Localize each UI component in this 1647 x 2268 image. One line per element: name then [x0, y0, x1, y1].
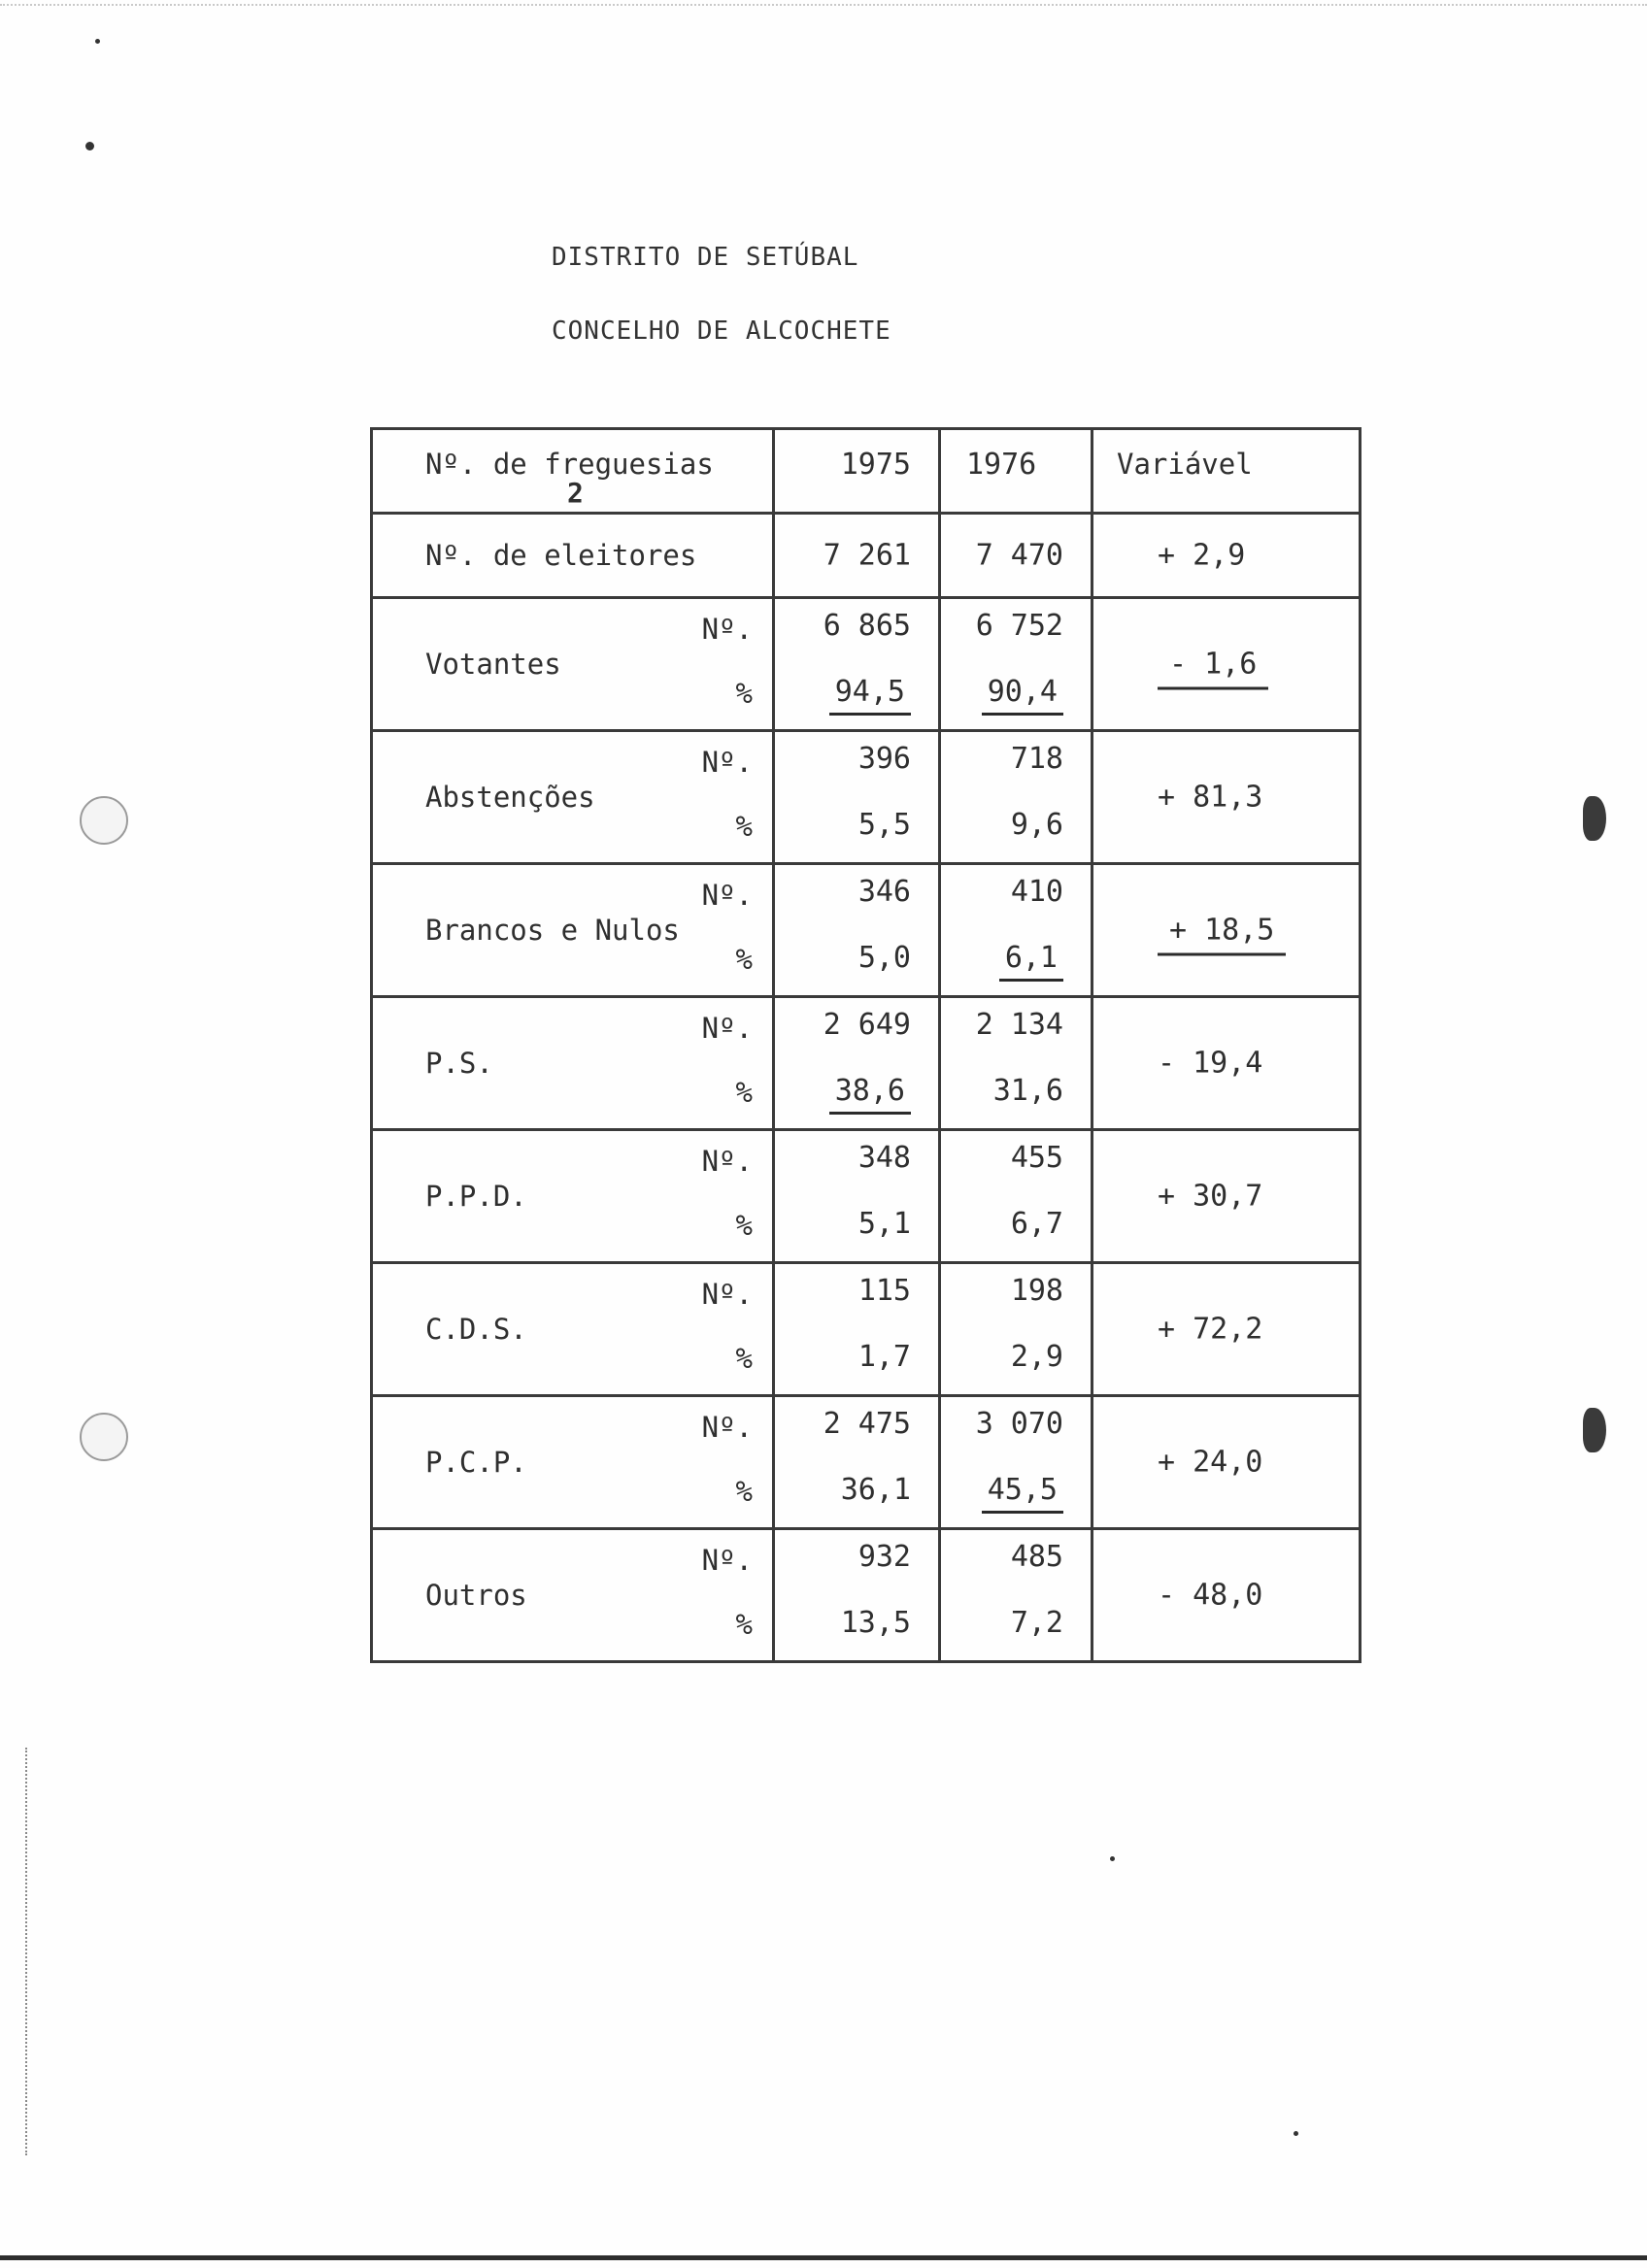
result-label-cell [372, 598, 774, 731]
page-left-edge [25, 1748, 27, 2155]
result-number-1976: 6 752 [975, 609, 1063, 643]
result-percent-1975 [858, 808, 911, 842]
result-variation-text: + 24,0 [1158, 1445, 1263, 1480]
result-variation [1158, 781, 1262, 815]
result-var-cell [1092, 598, 1361, 731]
result-number-1975: 115 [857, 1274, 911, 1308]
result-variation [1158, 1446, 1262, 1480]
unit-percent: % [735, 1475, 753, 1508]
result-label: P.C.P. [425, 1446, 527, 1479]
result-y2-cell [940, 1130, 1092, 1263]
result-var-cell [1092, 1130, 1361, 1263]
unit-percent: % [735, 1076, 753, 1109]
result-y1-cell [774, 731, 940, 864]
result-percent-1975 [829, 675, 911, 709]
result-percent-1976 [1011, 1606, 1063, 1640]
result-variation [1158, 1313, 1262, 1347]
result-percent-1975 [858, 1207, 911, 1241]
result-y2-cell [940, 731, 1092, 864]
result-row [372, 1529, 1361, 1662]
result-percent-1976 [982, 1473, 1063, 1507]
result-percent-1975-text: 5,5 [857, 808, 911, 842]
unit-number: Nº. [701, 879, 753, 912]
district-title: DISTRITO DE SETÚBAL [552, 243, 859, 272]
speck [1294, 2131, 1298, 2136]
table-header-row [372, 429, 1361, 514]
result-number-1976: 718 [1010, 742, 1063, 776]
result-var-cell [1092, 997, 1361, 1130]
result-label: Brancos e Nulos [425, 914, 680, 947]
result-y2-cell [940, 598, 1092, 731]
speck [1110, 1856, 1115, 1861]
voters-y2: 7 470 [975, 538, 1063, 573]
result-y1-cell [774, 1396, 940, 1529]
unit-number: Nº. [701, 1544, 753, 1577]
voters-label: Nº. de eleitores [425, 539, 697, 572]
result-percent-1975 [858, 941, 911, 975]
result-percent-1976 [993, 1074, 1063, 1108]
result-label-cell [372, 1529, 774, 1662]
unit-number: Nº. [701, 1012, 753, 1045]
header-parishes-cell [372, 429, 774, 514]
result-variation [1158, 1579, 1262, 1613]
result-row [372, 598, 1361, 731]
result-percent-1976-text: 7,2 [1010, 1606, 1063, 1640]
result-percent-1975 [841, 1606, 911, 1640]
result-number-1975: 932 [857, 1540, 911, 1574]
result-y2-cell [940, 1396, 1092, 1529]
result-row [372, 1263, 1361, 1396]
result-row [372, 864, 1361, 997]
result-number-1975: 6 865 [823, 609, 911, 643]
voters-var: + 2,9 [1158, 538, 1246, 573]
council-title: CONCELHO DE ALCOCHETE [552, 317, 891, 346]
result-variation [1158, 648, 1268, 682]
result-y2-cell [940, 1263, 1092, 1396]
scan-mark-upper [1583, 796, 1606, 841]
result-percent-1975-text: 5,1 [857, 1207, 911, 1241]
result-variation [1158, 1180, 1262, 1214]
result-percent-1976 [1011, 1207, 1063, 1241]
result-y1-cell [774, 997, 940, 1130]
unit-number: Nº. [701, 746, 753, 779]
result-percent-1975 [858, 1340, 911, 1374]
result-percent-1976 [999, 941, 1063, 975]
result-variation-text: - 1,6 [1158, 648, 1268, 690]
result-number-1975: 396 [857, 742, 911, 776]
result-percent-1976-text: 9,6 [1010, 808, 1063, 842]
result-variation [1158, 1047, 1262, 1081]
year-2-label: 1976 [966, 448, 1037, 482]
parishes-label: Nº. de freguesias [425, 448, 714, 481]
result-label: Outros [425, 1579, 527, 1612]
result-percent-1976-text: 6,1 [999, 941, 1063, 982]
result-label-cell [372, 1263, 774, 1396]
result-percent-1976 [1011, 808, 1063, 842]
result-percent-1975-text: 36,1 [840, 1473, 911, 1507]
result-variation-text: + 30,7 [1158, 1179, 1263, 1214]
unit-number: Nº. [701, 1278, 753, 1311]
result-percent-1975 [829, 1074, 911, 1108]
result-variation-text: + 18,5 [1158, 914, 1286, 956]
result-y1-cell [774, 1130, 940, 1263]
page-bottom-edge [0, 2255, 1647, 2260]
result-y1-cell [774, 598, 940, 731]
result-label: P.P.D. [425, 1180, 527, 1213]
unit-percent: % [735, 677, 753, 710]
result-percent-1975-text: 94,5 [829, 675, 911, 716]
unit-number: Nº. [701, 1411, 753, 1444]
result-var-cell [1092, 1529, 1361, 1662]
unit-percent: % [735, 943, 753, 976]
result-percent-1976-text: 90,4 [982, 675, 1063, 716]
result-number-1975: 2 475 [823, 1407, 911, 1441]
result-percent-1976-text: 2,9 [1010, 1340, 1063, 1374]
result-var-cell [1092, 1263, 1361, 1396]
speck [95, 39, 100, 44]
voters-registered-row [372, 514, 1361, 598]
result-label-cell [372, 731, 774, 864]
result-label: P.S. [425, 1047, 493, 1080]
result-number-1975: 346 [857, 875, 911, 909]
result-row [372, 997, 1361, 1130]
variation-label: Variável [1117, 448, 1253, 481]
result-label-cell [372, 1396, 774, 1529]
voters-y2-cell [940, 514, 1092, 598]
result-percent-1976 [982, 675, 1063, 709]
punch-hole-upper [80, 796, 128, 845]
result-number-1976: 410 [1010, 875, 1063, 909]
result-variation-text: + 72,2 [1158, 1312, 1263, 1347]
voters-y1: 7 261 [823, 538, 911, 573]
unit-percent: % [735, 1342, 753, 1375]
result-y1-cell [774, 864, 940, 997]
result-y2-cell [940, 864, 1092, 997]
result-percent-1975-text: 38,6 [829, 1074, 911, 1115]
result-percent-1975 [841, 1473, 911, 1507]
result-y2-cell [940, 1529, 1092, 1662]
parishes-count: 2 [567, 477, 584, 509]
result-number-1975: 348 [857, 1141, 911, 1175]
result-number-1976: 198 [1010, 1274, 1063, 1308]
result-percent-1976-text: 45,5 [982, 1473, 1063, 1514]
result-label: C.D.S. [425, 1313, 527, 1346]
result-percent-1975-text: 1,7 [857, 1340, 911, 1374]
result-label-cell [372, 864, 774, 997]
voters-var-cell [1092, 514, 1361, 598]
header-year-1-cell [774, 429, 940, 514]
result-var-cell [1092, 731, 1361, 864]
result-variation-text: + 81,3 [1158, 780, 1263, 815]
result-label-cell [372, 997, 774, 1130]
page-top-edge [0, 4, 1647, 6]
scan-mark-lower [1583, 1408, 1606, 1452]
result-y2-cell [940, 997, 1092, 1130]
result-label-cell [372, 1130, 774, 1263]
election-results-table [370, 427, 1361, 1663]
result-percent-1975-text: 5,0 [857, 941, 911, 975]
unit-percent: % [735, 1209, 753, 1242]
result-variation [1158, 914, 1286, 948]
result-percent-1976-text: 31,6 [992, 1074, 1063, 1108]
voters-y1-cell [774, 514, 940, 598]
result-row [372, 1130, 1361, 1263]
header-variation-cell [1092, 429, 1361, 514]
result-number-1976: 455 [1010, 1141, 1063, 1175]
result-number-1976: 2 134 [975, 1008, 1063, 1042]
result-number-1976: 3 070 [975, 1407, 1063, 1441]
speck [85, 142, 94, 150]
unit-percent: % [735, 810, 753, 843]
result-label: Abstenções [425, 781, 595, 814]
header-year-2-cell [940, 429, 1092, 514]
result-variation-text: - 19,4 [1158, 1046, 1263, 1081]
punch-hole-lower [80, 1413, 128, 1461]
result-var-cell [1092, 864, 1361, 997]
unit-number: Nº. [701, 613, 753, 646]
voters-label-cell [372, 514, 774, 598]
result-number-1976: 485 [1010, 1540, 1063, 1574]
result-label: Votantes [425, 648, 561, 681]
unit-percent: % [735, 1608, 753, 1641]
result-y1-cell [774, 1529, 940, 1662]
result-number-1975: 2 649 [823, 1008, 911, 1042]
result-percent-1976-text: 6,7 [1010, 1207, 1063, 1241]
result-row [372, 731, 1361, 864]
result-percent-1975-text: 13,5 [840, 1606, 911, 1640]
result-y1-cell [774, 1263, 940, 1396]
result-var-cell [1092, 1396, 1361, 1529]
result-percent-1976 [1011, 1340, 1063, 1374]
unit-number: Nº. [701, 1145, 753, 1178]
result-variation-text: - 48,0 [1158, 1578, 1263, 1613]
result-row [372, 1396, 1361, 1529]
year-1-label: 1975 [840, 448, 911, 482]
